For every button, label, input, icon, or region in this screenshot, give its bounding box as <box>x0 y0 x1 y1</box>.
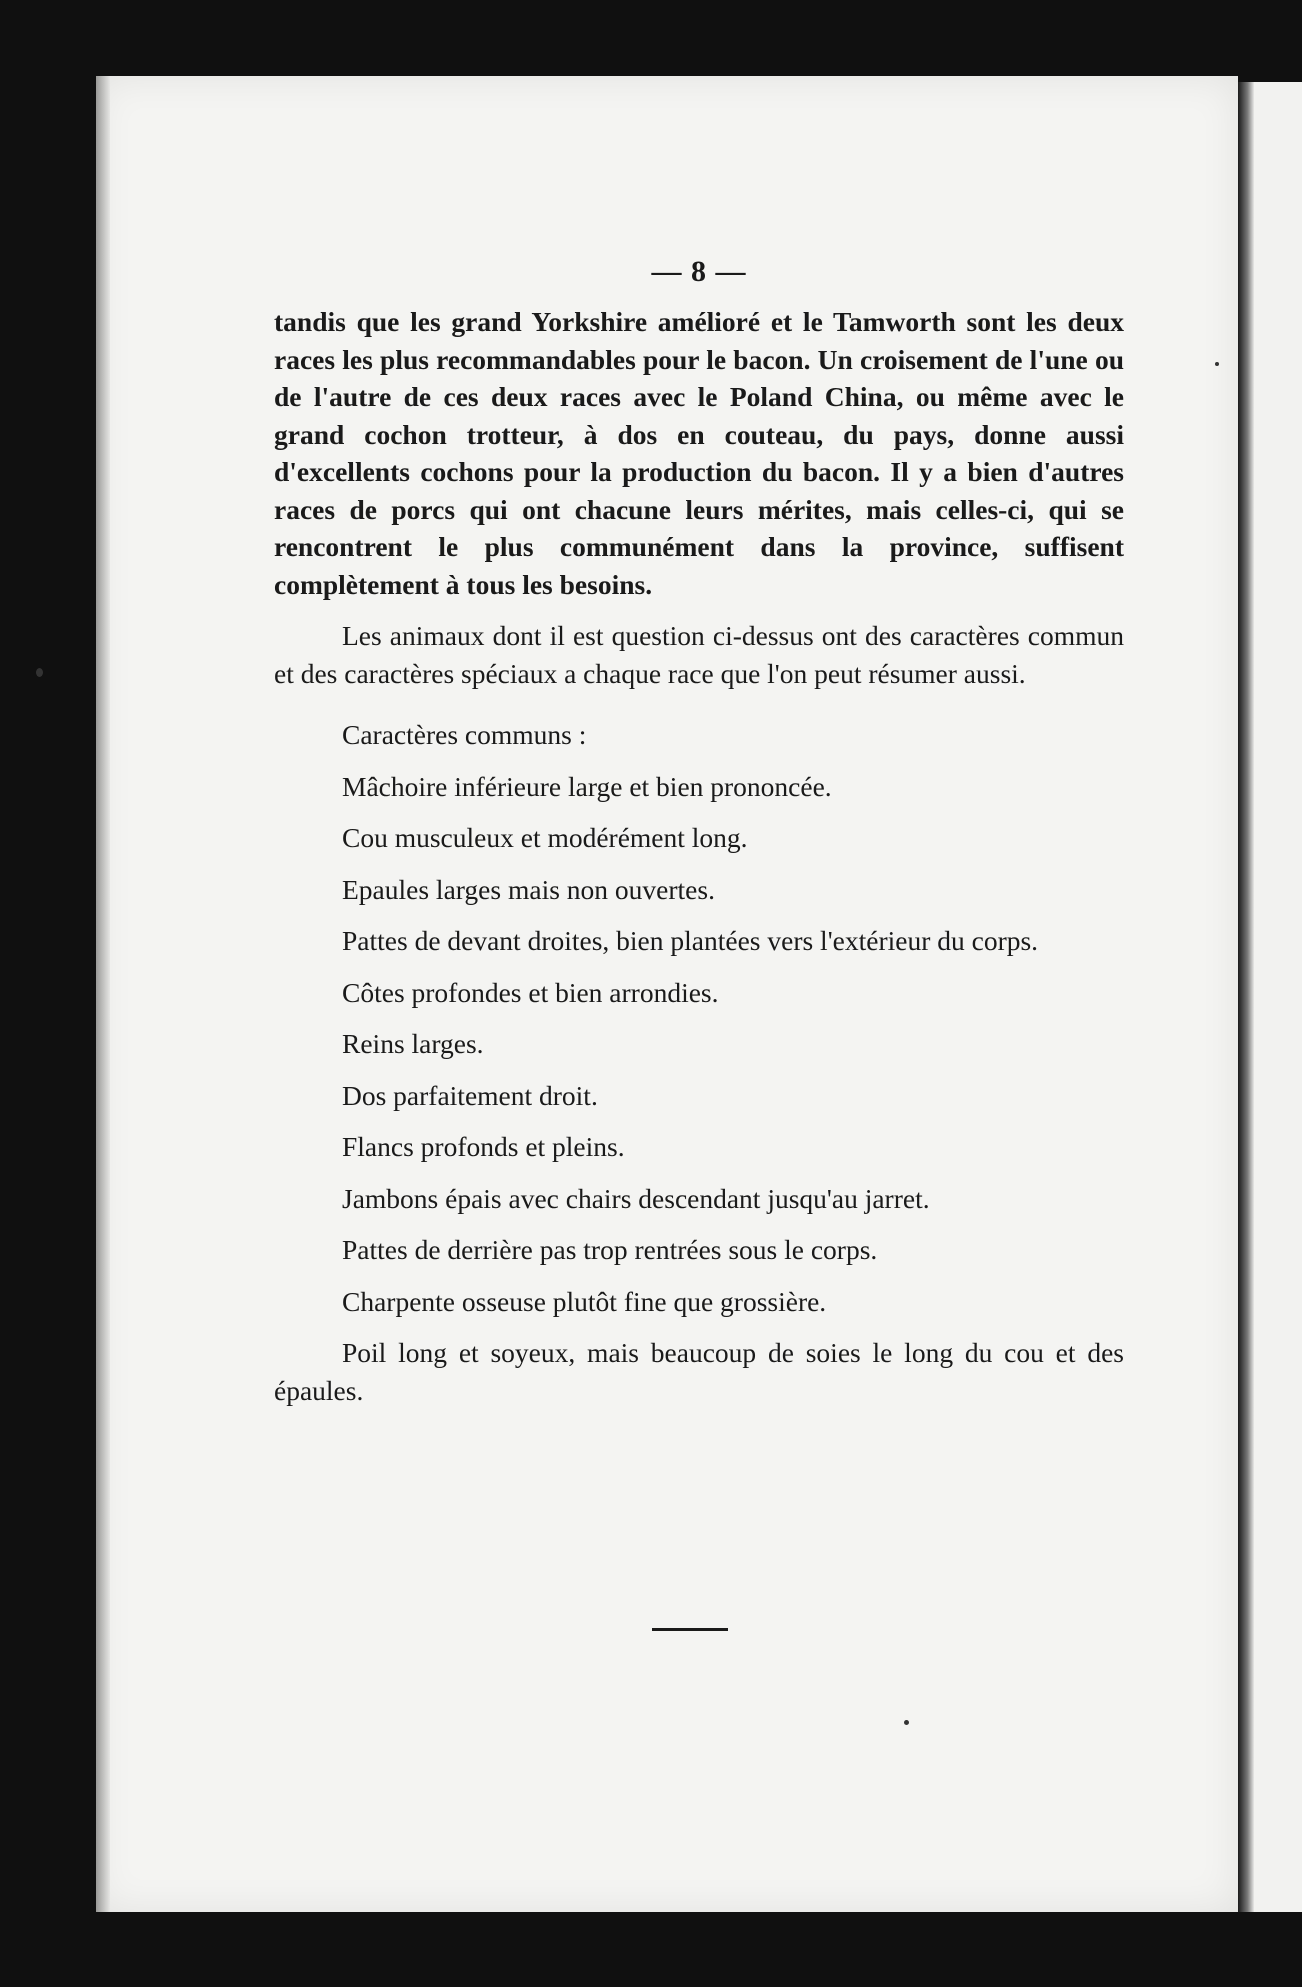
page-binding-edge <box>96 76 110 1912</box>
scan-speck <box>1215 362 1219 366</box>
list-item: Flancs profonds et pleins. <box>342 1131 625 1162</box>
scan-speck <box>36 668 43 677</box>
list-item: Pattes de derrière pas trop rentrées sous le corps. <box>342 1234 878 1265</box>
list-item: Cou musculeux et modérément long. <box>342 822 748 853</box>
paragraph-characteristics-intro: Les animaux dont il est question ci-dessus ont des caractères commun et des caractères spéciaux a chaque race que l'on peut résumer aussi. <box>274 620 1124 689</box>
list-item: Charpente osseuse plutôt fine que grossière. <box>342 1285 827 1317</box>
scan-speck <box>904 1720 909 1725</box>
next-page-edge <box>1238 82 1254 1912</box>
list-item: Poil long et soyeux, mais beaucoup de soies le long du cou et des épaules. <box>274 1337 1124 1406</box>
list-item: Epaules larges mais non ouvertes. <box>342 873 715 905</box>
list-heading: Caractères communs : <box>342 719 587 750</box>
section-end-rule <box>652 1628 728 1631</box>
list-item: Pattes de devant droites, bien plantées vers l'extérieur du corps. <box>342 925 1039 956</box>
list-item: Jambons épais avec chairs descendant jusqu'au jarret. <box>342 1182 930 1214</box>
list-item: Côtes profondes et bien arrondies. <box>342 976 719 1008</box>
list-item: Dos parfaitement droit. <box>342 1079 598 1111</box>
page-content <box>274 255 1124 1423</box>
list-item: Reins larges. <box>342 1028 484 1059</box>
list-item: Mâchoire inférieure large et bien prononcée. <box>342 770 832 802</box>
characteristics-list <box>274 768 1124 1410</box>
page-number: — 8 — <box>651 255 747 288</box>
paragraph-bacon-breeds: tandis que les grand Yorkshire amélioré et le Tamworth sont les deux races les plus recommandables pour le bacon. Un croisement de l'une ou de l'autre de ces deux races avec le Poland China, ou même avec le grand cochon trotteur, à dos en couteau, du pays, donne aussi d'excellents cochons pour la production du bacon. Il y a bien d'autres races de porcs qui ont chacune leurs mérites, mais celles-ci, qui se rencontrent le plus communément dans la province, suffisent complètement à tous les besoins. <box>274 306 1124 600</box>
